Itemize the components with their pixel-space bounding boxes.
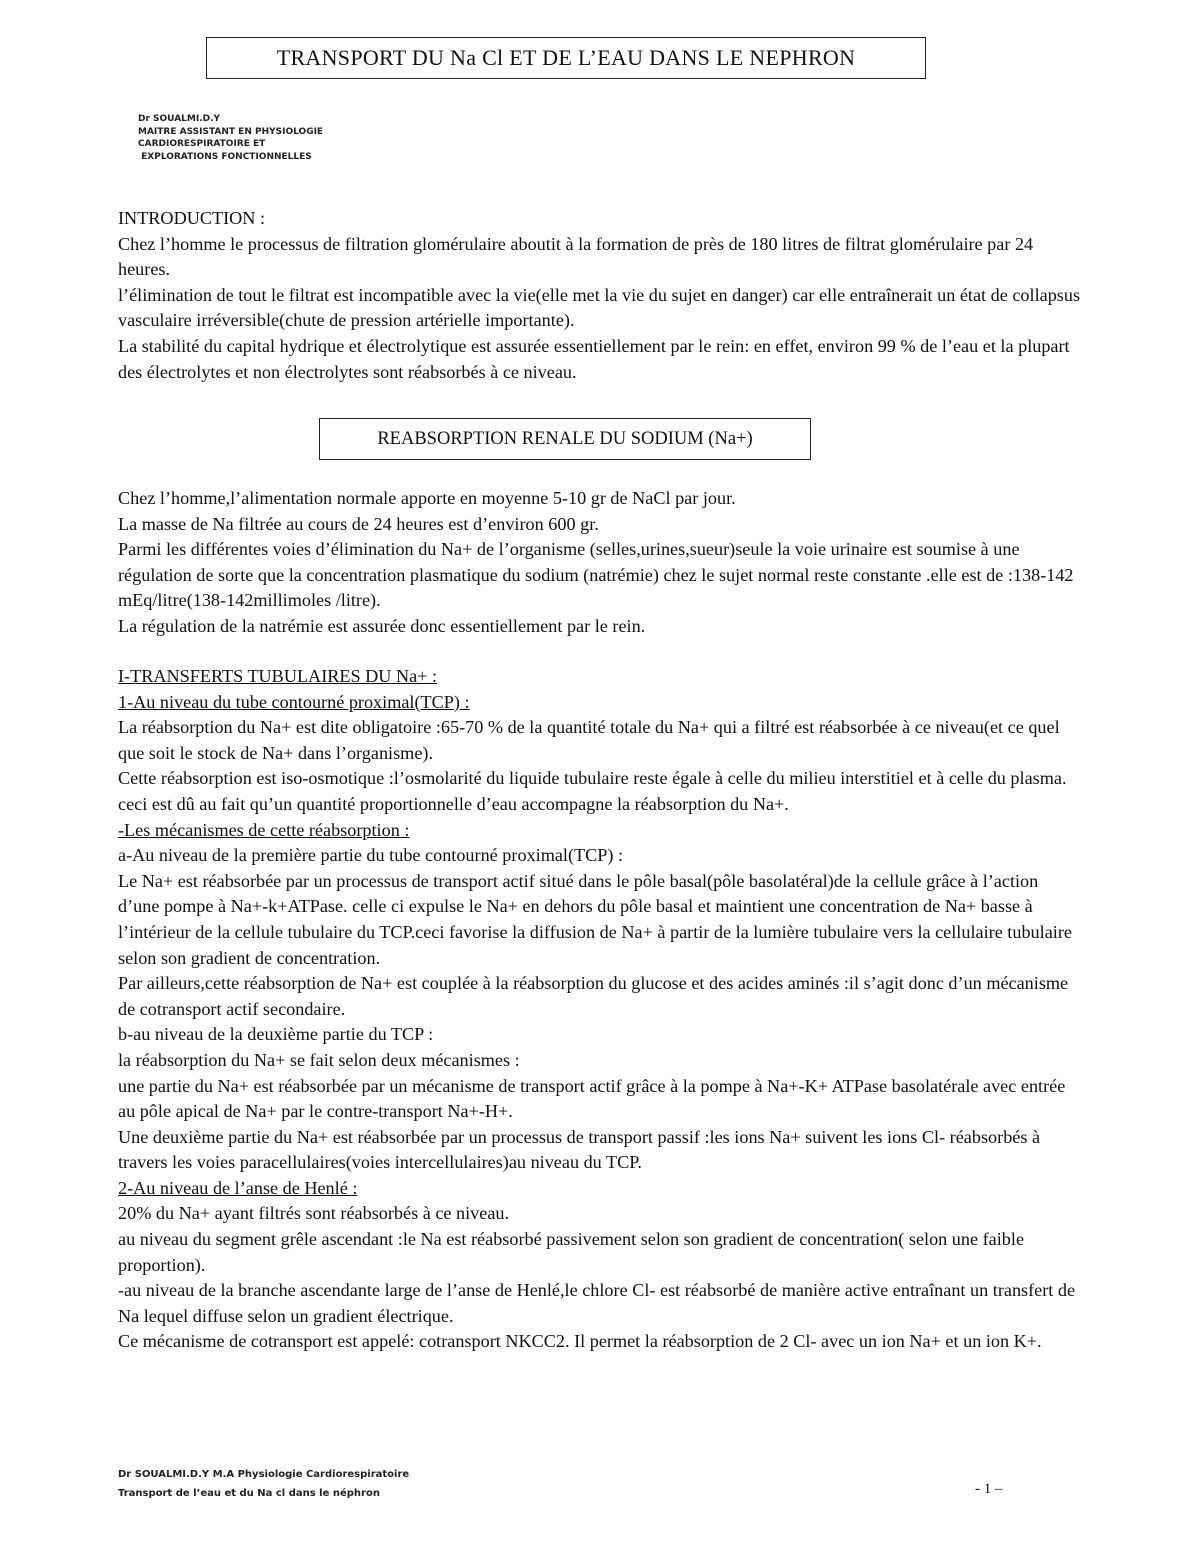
paragraph: au niveau du segment grêle ascendant :le Na est réabsorbé passivement selon son gradient de concentration( selon une faible proportion). [118, 1229, 1025, 1275]
paragraph: 20% du Na+ ayant filtrés sont réabsorbés à ce niveau. [118, 1203, 510, 1224]
sodium-intro-block [118, 486, 1084, 640]
paragraph: l’élimination de tout le filtrat est incompatible avec la vie(elle met la vie du sujet en danger) car elle entraînerait un état de collapsus vasculaire irréversible(chute de pression artérielle importante). [118, 284, 1081, 331]
document-title: TRANSPORT DU Na Cl ET DE L’EAU DANS LE NEPHRON [206, 37, 926, 79]
paragraph: la réabsorption du Na+ se fait selon deux mécanismes : [118, 1049, 520, 1070]
paragraph: Chez l’homme,l’alimentation normale apporte en moyenne 5-10 gr de NaCl par jour. [118, 488, 736, 508]
paragraph: -au niveau de la branche ascendante large de l’anse de Henlé,le chlore Cl- est réabsorbé de manière active entraînant un transfert de Na lequel diffuse selon un gradient électrique. [118, 1280, 1076, 1326]
paragraph: Chez l’homme le processus de filtration glomérulaire aboutit à la formation de près de 180 litres de filtrat glomérulaire par 24 heures. [118, 233, 1034, 280]
footer-line: Dr SOUALMI.D.Y M.A Physiologie Cardiorespiratoire [118, 1469, 410, 1480]
subsection-heading: 2-Au niveau de l’anse de Henlé : [118, 1177, 358, 1198]
paragraph: Cette réabsorption est iso-osmotique :l’osmolarité du liquide tubulaire reste égale à celle du milieu interstitiel et à celle du plasma. ceci est dû au fait qu’un quantité proportionnelle d’eau accompagne la réabsorption du Na+. [118, 768, 1067, 814]
section-title: REABSORPTION RENALE DU SODIUM (Na+) [319, 418, 811, 460]
paragraph: b-au niveau de la deuxième partie du TCP : [118, 1024, 434, 1045]
section-heading: I-TRANSFERTS TUBULAIRES DU Na+ : [118, 666, 438, 686]
transfers-block [118, 664, 1084, 1355]
footer-line: Transport de l’eau et du Na cl dans le néphron [118, 1488, 380, 1499]
paragraph: une partie du Na+ est réabsorbée par un mécanisme de transport actif grâce à la pompe à Na+-K+ ATPase basolatérale avec entrée au pôle apical de Na+ par le contre-transport Na+-H+. [118, 1075, 1066, 1122]
introduction-heading: INTRODUCTION : [118, 208, 266, 228]
paragraph: La stabilité du capital hydrique et électrolytique est assurée essentiellement par le rein: en effet, environ 99 % de l’eau et la plupart des électrolytes et non électrolytes sont réabsorbés à ce niveau. [118, 335, 1070, 382]
paragraph: La régulation de la natrémie est assurée donc essentiellement par le rein. [118, 615, 646, 636]
subsection-heading: -Les mécanismes de cette réabsorption : [118, 819, 410, 840]
paragraph: Le Na+ est réabsorbée par un processus de transport actif situé dans le pôle basal(pôle basolatéral)de la cellule grâce à l’action d’une pompe à Na+-k+ATPase. celle ci expulse le Na+ en dehors du pôle basal et maintient une concentration de Na+ basse à l’intérieur de la cellule tubulaire du TCP.ceci favorise la diffusion de Na+ à partir de la lumière tubulaire vers la cellulaire tubulaire selon son gradient de concentration. [118, 870, 1072, 968]
paragraph: Une deuxième partie du Na+ est réabsorbée par un processus de transport passif :les ions Na+ suivent les ions Cl- réabsorbés à travers les voies paracellulaires(voies intercellulaires)au niveau du TCP. [118, 1126, 1041, 1173]
paragraph: La masse de Na filtrée au cours de 24 heures est d’environ 600 gr. [118, 513, 599, 534]
author-line: Dr SOUALMI.D.Y [138, 114, 221, 124]
paragraph: La réabsorption du Na+ est dite obligatoire :65-70 % de la quantité totale du Na+ qui a filtré est réabsorbée à ce niveau(et ce quel que soit le stock de Na+ dans l’organisme). [118, 717, 1060, 763]
introduction-block [118, 206, 1084, 385]
paragraph: Parmi les différentes voies d’élimination du Na+ de l’organisme (selles,urines,sueur)seule la voie urinaire est soumise à une régulation de sorte que la concentration plasmatique du sodium (natrémie) chez le sujet normal reste constante .elle est de :138-142 mEq/litre(138-142millimoles /litre). [118, 539, 1074, 611]
author-block [138, 113, 323, 163]
paragraph: Par ailleurs,cette réabsorption de Na+ est couplée à la réabsorption du glucose et des acides aminés :il s’agit donc d’un mécanisme de cotransport actif secondaire. [118, 973, 1069, 1019]
author-line: MAITRE ASSISTANT EN PHYSIOLOGIE [138, 126, 324, 137]
paragraph: a-Au niveau de la première partie du tube contourné proximal(TCP) : [118, 845, 624, 866]
page-footer [118, 1465, 1018, 1503]
page-number: - 1 – [975, 1481, 1003, 1497]
paragraph: Ce mécanisme de cotransport est appelé: cotransport NKCC2. Il permet la réabsorption de 2 Cl- avec un ion Na+ et un ion K+. [118, 1331, 1042, 1352]
author-line: CARDIORESPIRATOIRE ET [138, 139, 266, 149]
subsection-heading: 1-Au niveau du tube contourné proximal(TCP) : [118, 691, 470, 712]
author-line: EXPLORATIONS FONCTIONNELLES [138, 151, 312, 162]
